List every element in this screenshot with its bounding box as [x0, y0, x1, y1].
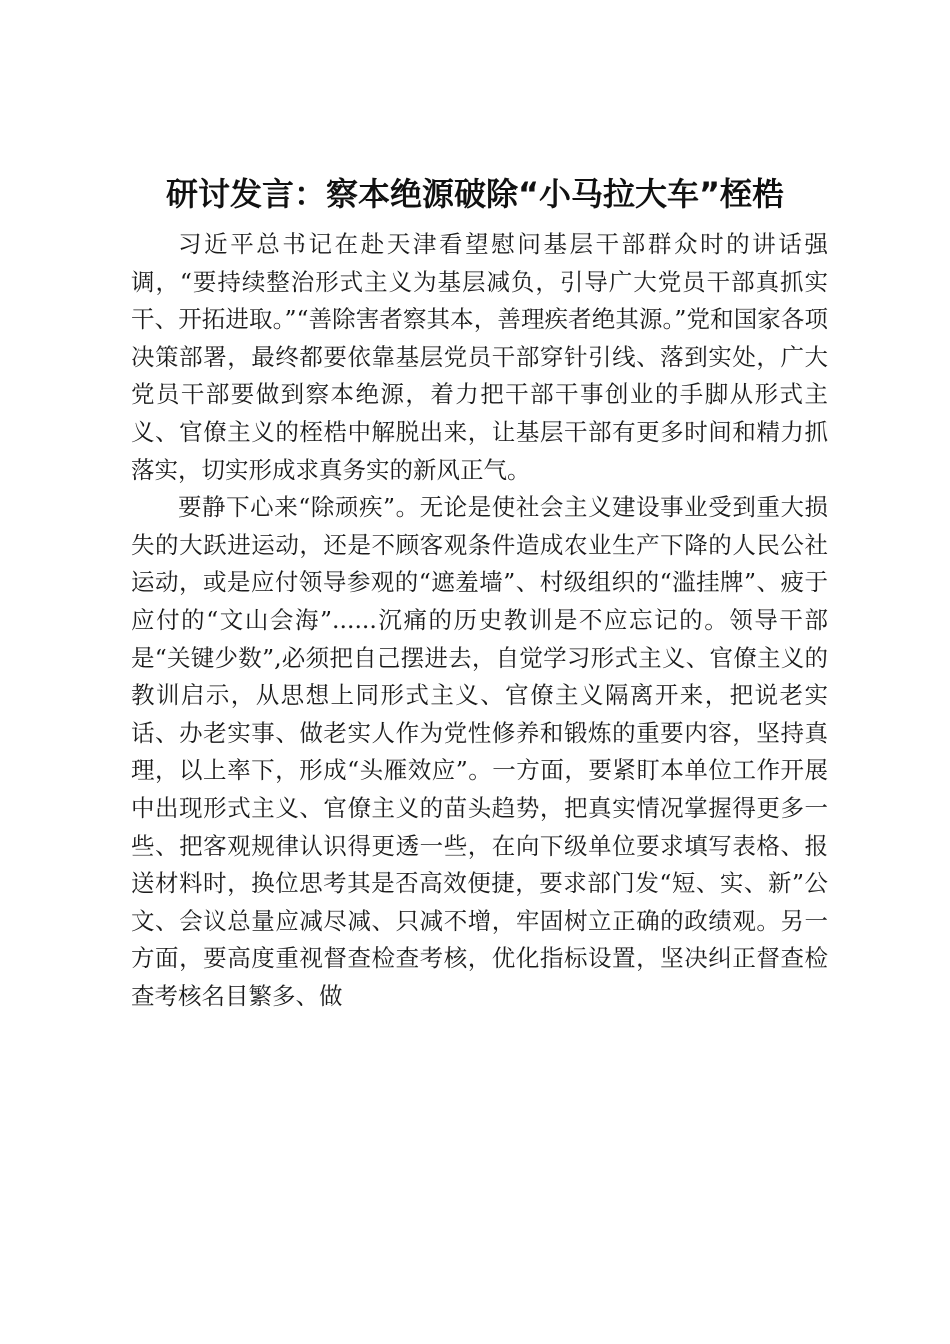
document-body — [131, 226, 828, 1015]
paragraph-1: 习近平总书记在赴天津看望慰问基层干部群众时的讲话强调，“要持续整治形式主义为基层减负，引导广大党员干部真抓实干、开拓进取。”“善除害者察其本，善理疾者绝其源。”党和国家各项决策部署，最终都要依靠基层党员干部穿针引线、落到实处，广大党员干部要做到察本绝源，着力把干部干事创业的手脚从形式主义、官僚主义的桎梏中解脱出来，让基层干部有更多时间和精力抓落实，切实形成求真务实的新风正气。 — [131, 230, 828, 484]
paragraph-2: 要静下心来“除顽疾”。无论是使社会主义建设事业受到重大损失的大跃进运动，还是不顾客观条件造成农业生产下降的人民公社运动，或是应付领导参观的“遮羞墙”、村级组织的“滥挂牌”、疲于应付的“文山会海”......沉痛的历史教训是不应忘记的。领导干部是“关键少数”,必须把自己摆进去，自觉学习形式主义、官僚主义的教训启示，从思想上同形式主义、官僚主义隔离开来，把说老实话、办老实事、做老实人作为党性修养和锻炼的重要内容，坚持真理，以上率下，形成“头雁效应”。一方面，要紧盯本单位工作开展中出现形式主义、官僚主义的苗头趋势，把真实情况掌握得更多一些、把客观规律认识得更透一些，在向下级单位要求填写表格、报送材料时，换位思考其是否高效便捷，要求部门发“短、实、新”公文、会议总量应减尽减、只减不增，牢固树立正确的政绩观。另一方面，要高度重视督查检查考核，优化指标设置，坚决纠正督查检查考核名目繁多、做 — [131, 493, 828, 1010]
document-title: 研讨发言：察本绝源破除“小马拉大车”桎梏 — [165, 175, 785, 213]
